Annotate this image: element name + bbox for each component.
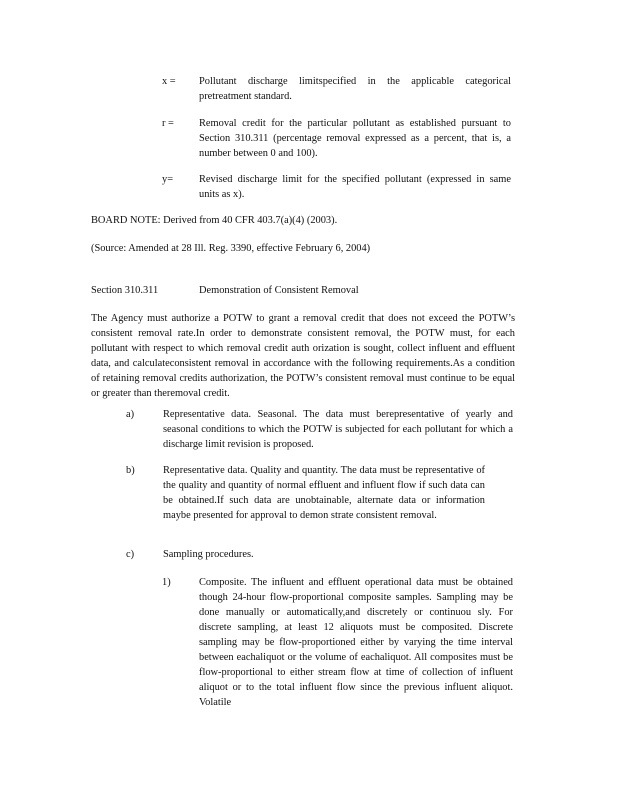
- item-text-a: Representative data. Seasonal. The data must berepresentative of yearly and seasonal conditions to which the POTW is subjected for each pollutant for which a discharge limit revision is proposed.: [163, 409, 513, 450]
- item-label-c: c): [126, 549, 135, 560]
- section-title: Demonstration of Consistent Removal: [199, 285, 359, 296]
- definition-text-r: Removal credit for the particular pollutant as established pursuant to Section 310.311 (percentage removal expressed as a percent, that is, a number between 0 and 100).: [199, 118, 511, 159]
- section-number: Section 310.311: [91, 285, 159, 296]
- item-label-a: a): [126, 409, 135, 420]
- intro-paragraph: The Agency must authorize a POTW to grant a removal credit that does not exceed the POTW’s consistent removal rate.In order to demonstrate consistent removal, the POTW must, for each pollutant with respect to which removal credit auth orization is sought, collect influent and effluent data, and calculateconsistent removal in accordance with the following requirements.As a condition of retaining removal credits authorization, the POTW’s consistent removal must continue to be equal or greater than theremoval credit.: [91, 313, 515, 399]
- definition-text-y: Revised discharge limit for the specified pollutant (expressed in same units as x).: [199, 174, 511, 200]
- definition-label-x: x =: [162, 76, 176, 87]
- board-note: BOARD NOTE: Derived from 40 CFR 403.7(a)(4) (2003).: [91, 215, 338, 226]
- subitem-text-1: Composite. The influent and effluent operational data must be obtained though 24-hour flow-proportional composite samples. Sampling may be done manually or automatically,and discretely or continuou sly. For discrete sampling, at least 12 aliquots must be composited. Discrete sampling may be flow-proportioned either by varying the time interval between eachaliquot or the volume of eachaliquot. All composites must be flow-proportional to either stream flow at time of collection of influent aliquot or to the total influent flow since the previous influent aliquot. Volatile: [199, 577, 513, 708]
- definition-text-x: Pollutant discharge limitspecified in the applicable categorical pretreatment standard.: [199, 76, 511, 102]
- item-text-b: Representative data. Quality and quantity. The data must be representative of the quality and quantity of normal effluent and influent flow if such data can be obtained.If such data are unobtainable, alternate data or information maybe presented for approval to demon strate consistent removal.: [163, 465, 485, 521]
- item-text-c: Sampling procedures.: [163, 549, 254, 560]
- source-note: (Source: Amended at 28 Ill. Reg. 3390, effective February 6, 2004): [91, 243, 371, 254]
- definition-label-r: r =: [162, 118, 174, 129]
- item-label-b: b): [126, 465, 135, 476]
- definition-label-y: y=: [162, 174, 174, 185]
- subitem-label-1: 1): [162, 577, 171, 588]
